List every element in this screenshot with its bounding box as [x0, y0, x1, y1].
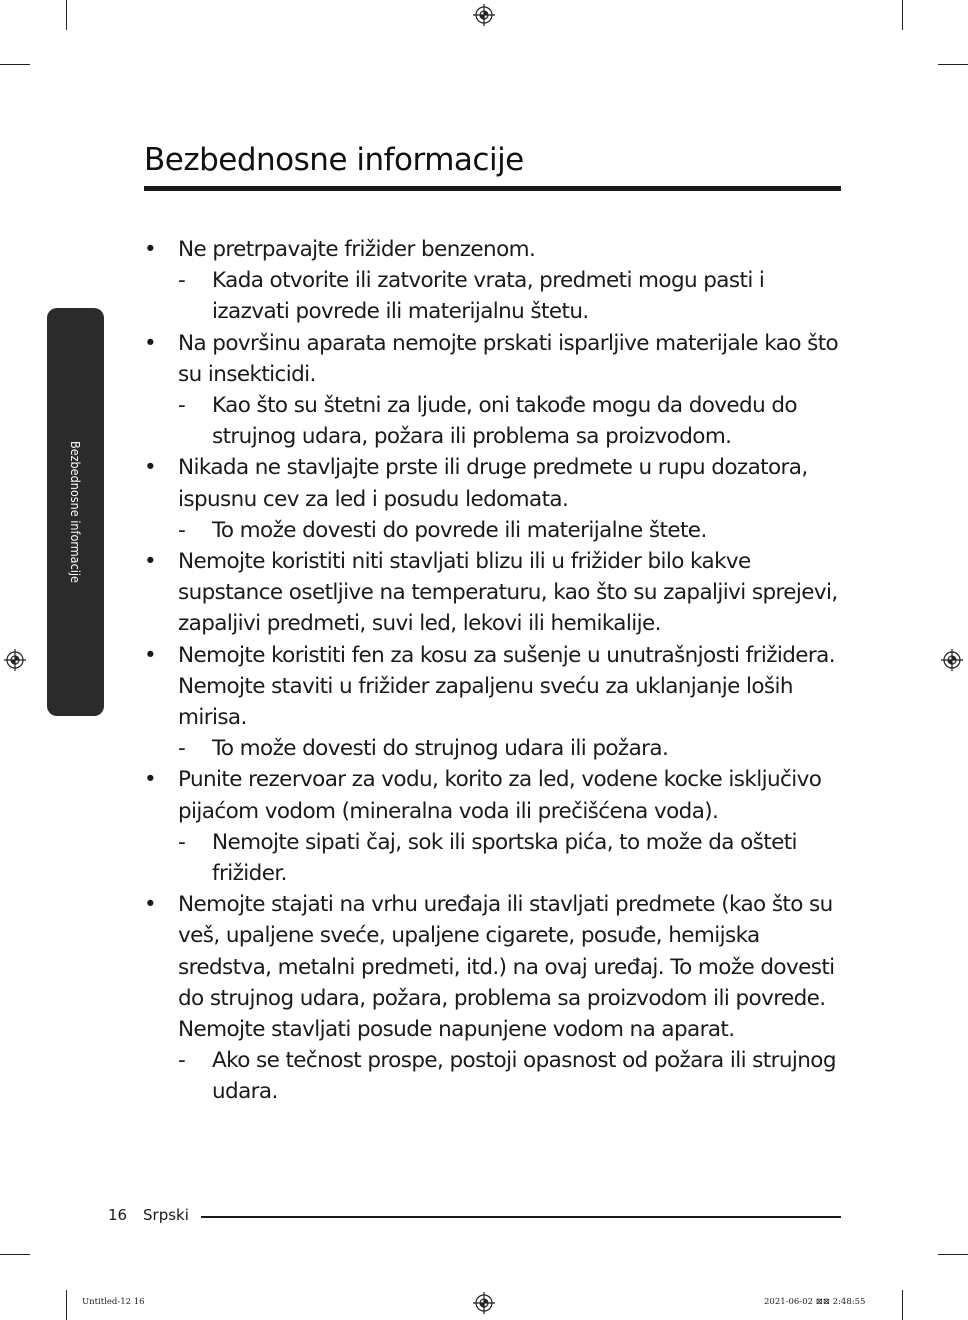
bullet-marker: •: [144, 237, 157, 262]
crop-mark: [938, 64, 968, 65]
bullet-marker: •: [144, 642, 157, 668]
registration-mark-icon: [4, 649, 26, 671]
dash-marker: -: [178, 268, 186, 294]
bullet-marker: •: [144, 892, 157, 918]
sub-item: [144, 515, 844, 546]
bullet-marker: •: [144, 455, 157, 481]
page-title: Bezbednosne informacije: [144, 142, 524, 178]
crop-mark: [0, 1254, 30, 1255]
dash-marker: -: [178, 736, 186, 762]
bullet-item: [144, 234, 844, 265]
item-text: Nemojte sipati čaj, sok ili sportska pića, to može da ošteti frižider.: [212, 829, 797, 887]
title-rule: [144, 186, 841, 191]
registration-mark-icon: [473, 4, 495, 26]
print-slug-left: Untitled-12 16: [82, 1297, 145, 1307]
sub-item: [144, 390, 844, 452]
crop-mark: [0, 64, 30, 65]
registration-mark-icon: [473, 1292, 495, 1314]
crop-mark: [66, 1290, 67, 1320]
side-tab-label: Bezbednosne informacije: [68, 441, 83, 583]
bullet-item: [144, 640, 844, 734]
registration-mark-icon: [941, 649, 963, 671]
page-language: Srpski: [143, 1206, 189, 1224]
item-text: Nikada ne stavljajte prste ili druge predmete u rupu dozatora, ispusnu cev za led i posudu ledomata.: [178, 455, 808, 512]
bullet-marker: •: [144, 549, 157, 575]
bullet-item: [144, 889, 844, 1045]
side-section-tab: [47, 308, 104, 716]
item-text: Nemojte stajati na vrhu uređaja ili stavljati predmete (kao što su veš, upaljene sveće, upaljene cigarete, posuđe, hemijska sredstva, metalni predmeti, itd.) na ovaj uređaj. To može dovesti do strujnog udara, požara, problema sa proizvodom ili povrede. Nemojte stavljati posude napunjene vodom na aparat.: [178, 892, 835, 1043]
sub-item: [144, 1045, 844, 1107]
crop-mark: [938, 1254, 968, 1255]
item-text: Kada otvorite ili zatvorite vrata, predmeti mogu pasti i izazvati povrede ili materijalnu štetu.: [212, 268, 765, 325]
bullet-item: [144, 764, 844, 826]
item-text: Nemojte koristiti niti stavljati blizu ili u frižider bilo kakve supstance osetljive na temperaturu, kao što su zapaljivi sprejevi, zapaljivi predmeti, suvi led, lekovi ili hemikalije.: [178, 549, 838, 637]
item-text: To može dovesti do povrede ili materijalne štete.: [212, 517, 707, 543]
item-text: Ne pretrpavajte frižider benzenom.: [178, 237, 536, 262]
bullet-item: [144, 452, 844, 514]
dash-marker: -: [178, 829, 186, 855]
safety-list: [144, 234, 844, 1108]
dash-marker: -: [178, 1048, 186, 1074]
item-text: Kao što su štetni za ljude, oni takođe mogu da dovedu do strujnog udara, požara ili problema sa proizvodom.: [212, 393, 797, 450]
bullet-marker: •: [144, 330, 157, 356]
dash-marker: -: [178, 393, 186, 419]
crop-mark: [902, 0, 903, 30]
sub-item: [144, 827, 844, 889]
crop-mark: [902, 1290, 903, 1320]
item-text: Nemojte koristiti fen za kosu za sušenje u unutrašnjosti frižidera. Nemojte staviti u frižider zapaljenu sveću za uklanjanje loših mirisa.: [178, 642, 835, 731]
item-text: Ako se tečnost prospe, postoji opasnost od požara ili strujnog udara.: [212, 1048, 836, 1105]
page-number: 16: [108, 1206, 128, 1224]
dash-marker: -: [178, 517, 186, 543]
bullet-marker: •: [144, 767, 157, 793]
print-slug-right: 2021-06-02 ⊠⊠ 2:48:55: [764, 1297, 866, 1307]
item-text: Na površinu aparata nemojte prskati isparljive materijale kao što su insekticidi.: [178, 330, 839, 387]
crop-mark: [66, 0, 67, 30]
sub-item: [144, 733, 844, 764]
item-text: Punite rezervoar za vodu, korito za led, vodene kocke isključivo pijaćom vodom (mineralna voda ili prečišćena voda).: [178, 767, 822, 824]
bullet-item: [144, 328, 844, 390]
bullet-item: [144, 546, 844, 640]
sub-item: [144, 265, 844, 327]
item-text: To može dovesti do strujnog udara ili požara.: [212, 736, 669, 762]
footer-rule: [201, 1216, 841, 1218]
